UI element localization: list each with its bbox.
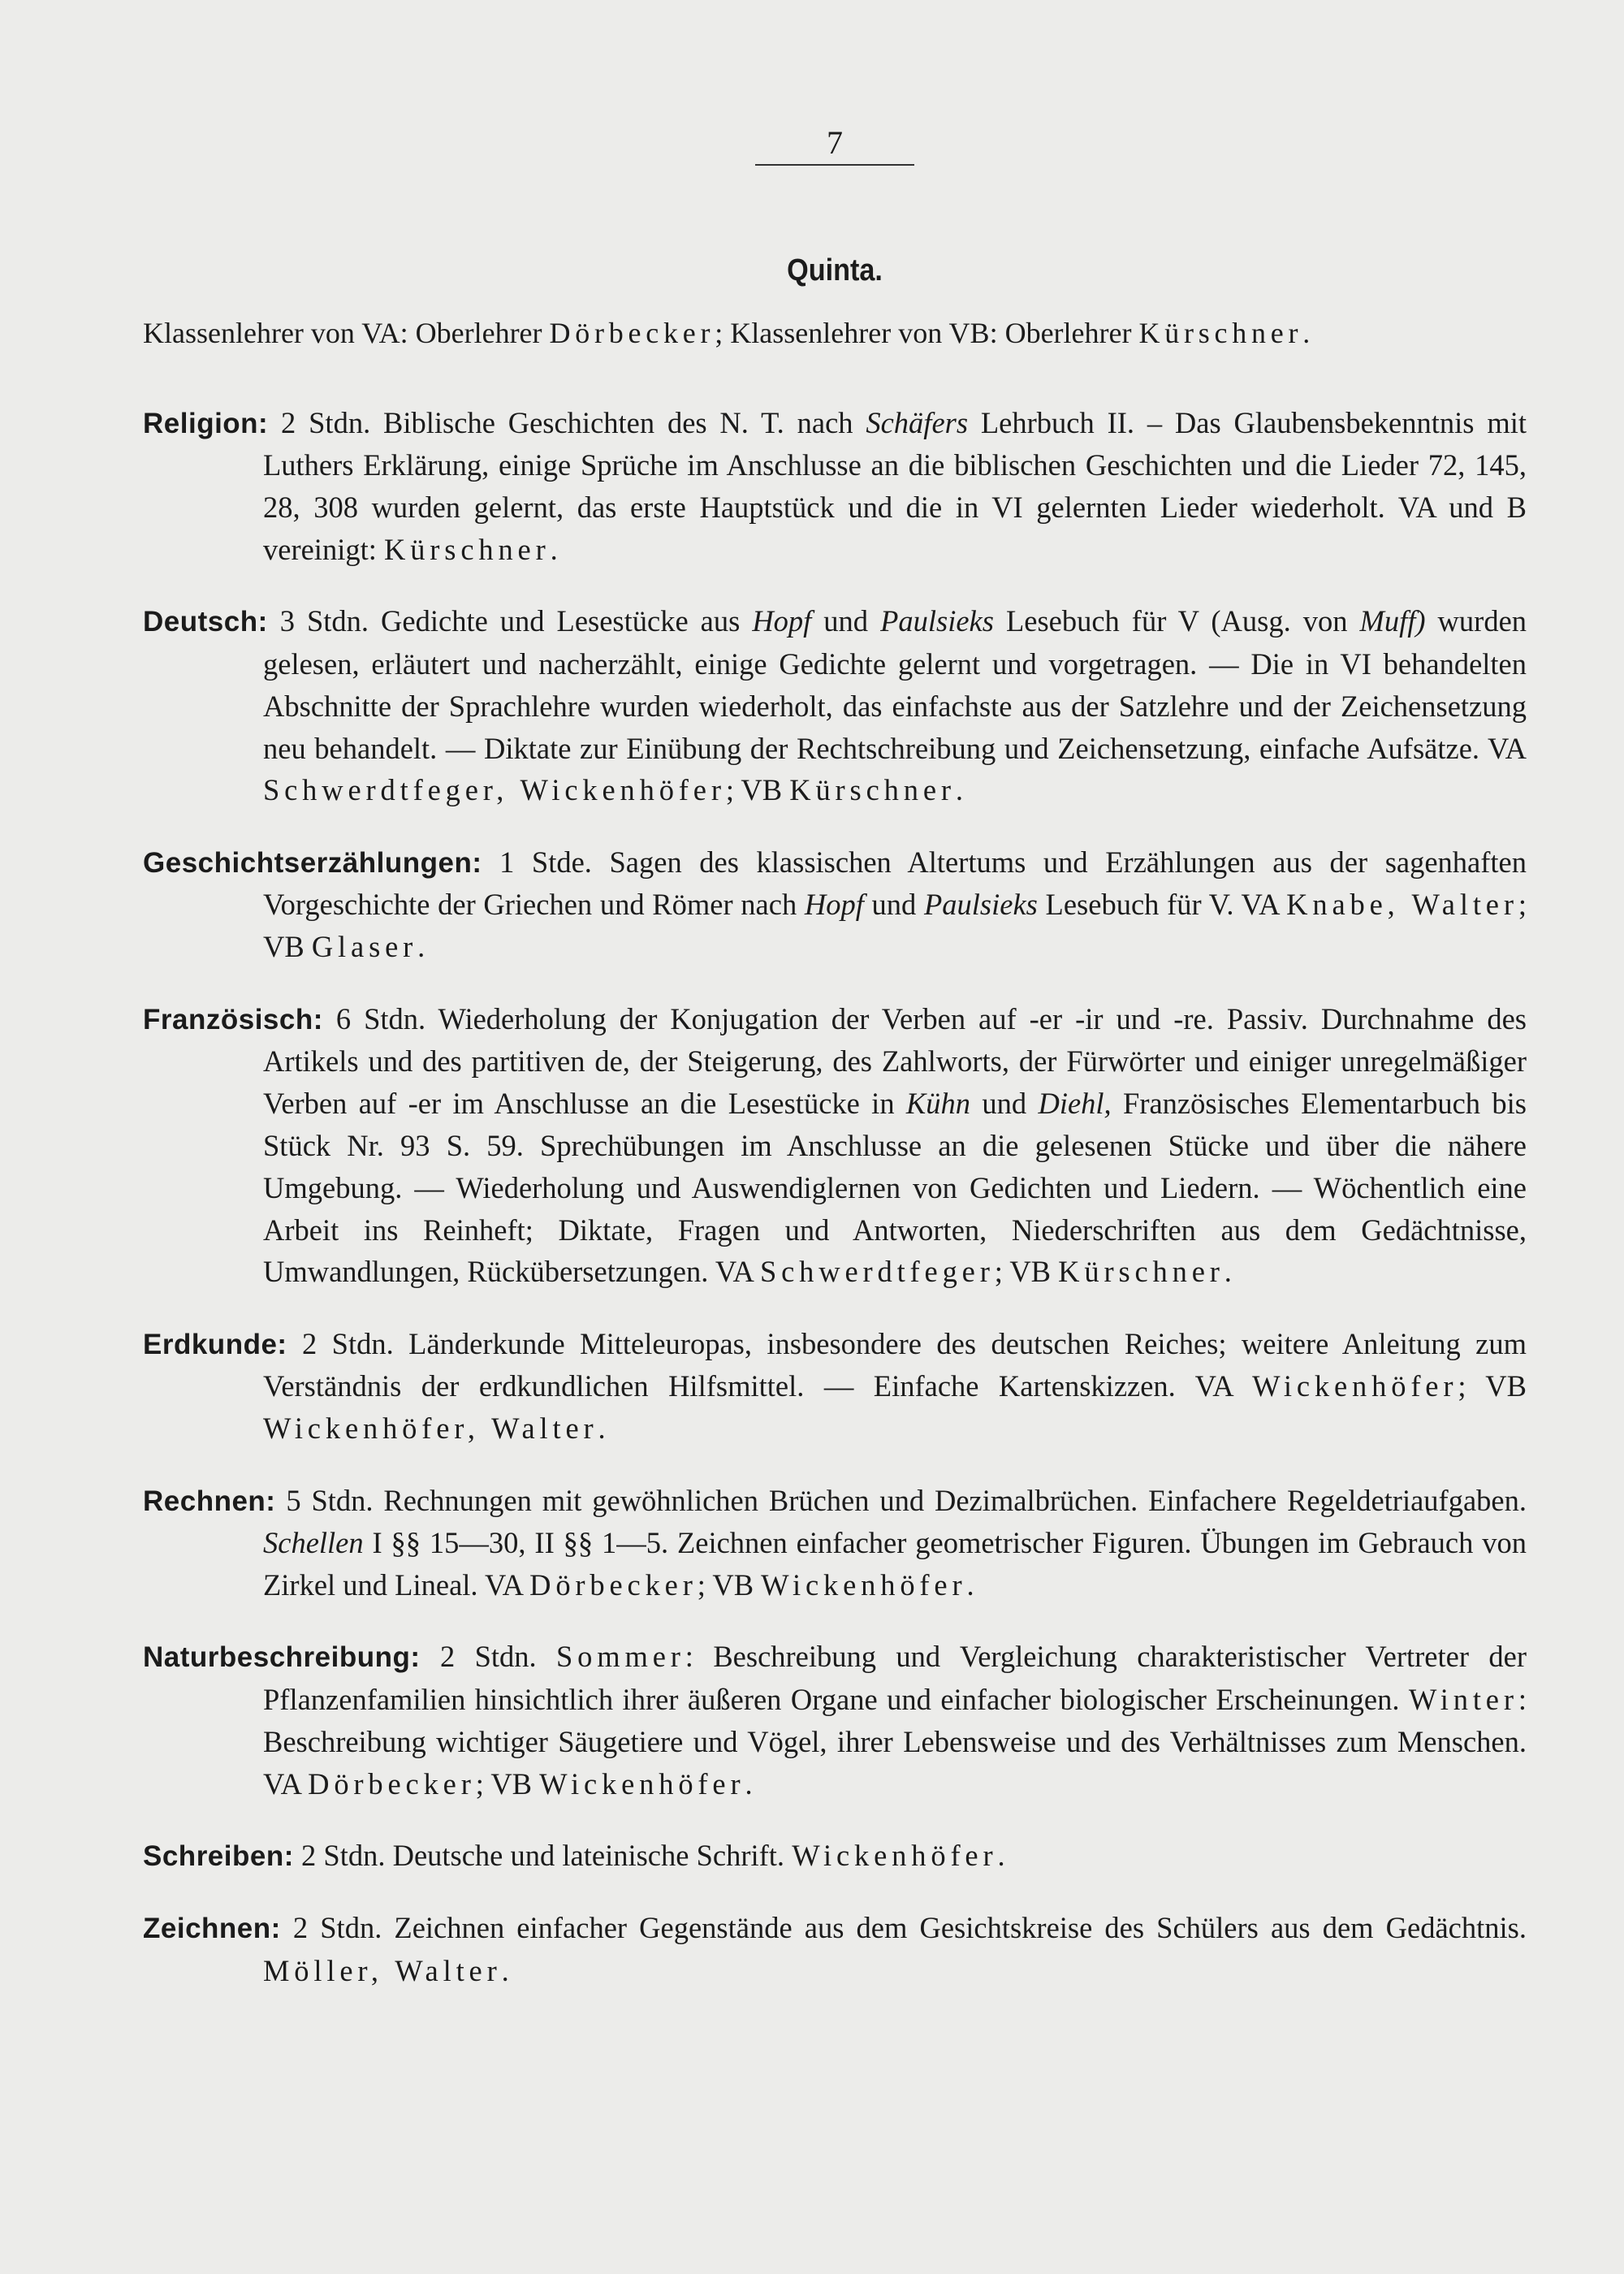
subject-zeichnen: Zeichnen: 2 Stdn. Zeichnen einfacher Gegenstände aus dem Gesichtskreise des Schülers aus dem Gedächtnis. Möller, Walter. — [143, 1911, 1527, 1988]
subject-naturbeschreibung: Naturbeschreibung: 2 Stdn. Sommer: Beschreibung und Vergleichung charakteristischer Vertreter der Pflanzenfamilien hinsichtlich ihrer äußeren Organe und einfacher biologischer Erscheinungen. Winter: Beschreibung wichtiger Säugetiere und Vögel, ihrer Lebensweise und des Verhältnisses zum Menschen. VA Dörbecker; VB Wickenhöfer. — [143, 1640, 1527, 1801]
teacher-name: Wickenhöfer — [792, 1839, 998, 1873]
subject-deutsch: Deutsch: 3 Stdn. Gedichte und Lesestücke aus Hopf und Paulsieks Lesebuch für V (Ausg. von Muff) wurden gelesen, erläutert und nacherzählt, einige Gedichte gelernt und vorgetragen. — Die in VI behandelten Abschnitte der Sprachlehre wurden wiederholt, das einfachste aus der Satzlehre und der Zeichensetzung neu behandelt. — Diktate zur Einübung der Rechtschreibung und Zeichensetzung, einfache Aufsätze. VA Schwerdtfeger, Wickenhöfer; VB Kürschner. — [143, 604, 1527, 807]
teacher-name: Schwerdtfeger — [759, 1255, 995, 1289]
teacher-name: Knabe, Walter — [1286, 888, 1518, 922]
section-title: Quinta. — [787, 253, 883, 287]
subject-name: Geschichtserzählungen: — [143, 846, 482, 879]
subject-erdkunde: Erdkunde: 2 Stdn. Länderkunde Mitteleuropas, insbesondere des deutschen Reiches; weitere Anleitung zum Verständnis der erdkundlichen Hilfsmittel. — Einfache Kartenskizzen. VA Wickenhöfer; VB Wickenhöfer, Walter. — [143, 1326, 1527, 1446]
page-number-rule — [755, 164, 914, 166]
subject-franzoesisch: Französisch: 6 Stdn. Wiederholung der Konjugation der Verben auf -er -ir und -re. Passiv. Durchnahme des Artikels und des partitiven de, der Steigerung, des Zahlworts, der Fürwörter und einiger unregelmäßiger Verben auf -er im Anschlusse an die Lesestücke in Kühn und Diehl, Französisches Elementarbuch bis Stück Nr. 93 S. 59. Sprechübungen im Anschlusse an die gelesenen Stücke und über die nähere Umgebung. — Wiederholung und Auswendiglernen von Gedichten und Liedern. — Wöchentlich eine Arbeit ins Reinheft; Diktate, Fragen und Antworten, Niederschriften aus dem Gedächtnisse, Umwandlungen, Rückübersetzungen. VA Schwerdtfeger; VB Kürschner. — [143, 1001, 1527, 1289]
teacher-name: Wickenhöfer — [1252, 1369, 1458, 1403]
subject-name: Erdkunde: — [143, 1328, 287, 1360]
va-label: Klassenlehrer von VA: Oberlehrer — [143, 317, 550, 349]
teacher-name: Wickenhöfer — [761, 1568, 967, 1602]
teacher-name: Wickenhöfer — [539, 1766, 745, 1801]
subject-religion: Religion: 2 Stdn. Biblische Geschichten des N. T. nach Schäfers Lehrbuch II. – Das Glaubensbekenntnis mit Luthers Erklärung, einige Sprüche im Anschlusse an die biblischen Geschichten und die Lieder 72, 145, 28, 308 wurden gelernt, das erste Hauptstück und die in VI gelernten Lieder wiederholt. VA und B vereinigt: Kürschner. — [143, 405, 1527, 566]
subject-name: Schreiben: — [143, 1840, 294, 1873]
season-label: Sommer — [556, 1640, 685, 1674]
subject-name: Religion: — [143, 407, 269, 439]
page-number: 7 — [827, 124, 843, 161]
teacher-name: Dörbecker — [529, 1568, 698, 1602]
subject-name: Rechnen: — [143, 1485, 276, 1517]
subject-schreiben: Schreiben: 2 Stdn. Deutsche und lateinische Schrift. Wickenhöfer. — [143, 1839, 1005, 1873]
teacher-name: Schwerdtfeger, Wickenhöfer — [263, 773, 726, 807]
vb-label: ; Klassenlehrer von VB: Oberlehrer — [715, 317, 1139, 349]
class-teachers-line: Klassenlehrer von VA: Oberlehrer Dörbecker; Klassenlehrer von VB: Oberlehrer Kürschner. — [143, 317, 1311, 349]
va-teacher: Dörbecker — [549, 317, 715, 349]
subject-list — [143, 372, 1527, 2005]
teacher-name: Möller, Walter — [263, 1954, 502, 1988]
subject-name: Zeichnen: — [143, 1913, 281, 1945]
subject-geschichtserzaehlungen: Geschichtserzählungen: 1 Stde. Sagen des klassischen Altertums und Erzählungen aus der sagenhaften Vorgeschichte der Griechen und Römer nach Hopf und Paulsieks Lesebuch für V. VA Knabe, Walter; VB Glaser. — [143, 845, 1527, 964]
teacher-name: Kürschner — [1058, 1255, 1224, 1289]
teacher-name: Dörbecker — [308, 1766, 476, 1801]
teacher-name: Kürschner — [789, 773, 956, 807]
subject-rechnen: Rechnen: 5 Stdn. Rechnungen mit gewöhnlichen Brüchen und Dezimalbrüchen. Einfachere Regeldetriaufgaben. Schellen I §§ 15—30, II §§ 1—5. Zeichnen einfacher geometrischer Figuren. Übungen im Gebrauch von Zirkel und Lineal. VA Dörbecker; VB Wickenhöfer. — [143, 1483, 1527, 1602]
teacher-name: Wickenhöfer, Walter — [263, 1412, 598, 1446]
teacher-name: Glaser — [311, 930, 418, 964]
vb-teacher: Kürschner — [1138, 317, 1303, 349]
subject-name: Naturbeschreibung: — [143, 1641, 421, 1674]
subject-name: Französisch: — [143, 1003, 323, 1035]
subject-name: Deutsch: — [143, 606, 268, 638]
teacher-name: Kürschner — [384, 532, 551, 566]
season-label: Winter — [1408, 1683, 1518, 1717]
